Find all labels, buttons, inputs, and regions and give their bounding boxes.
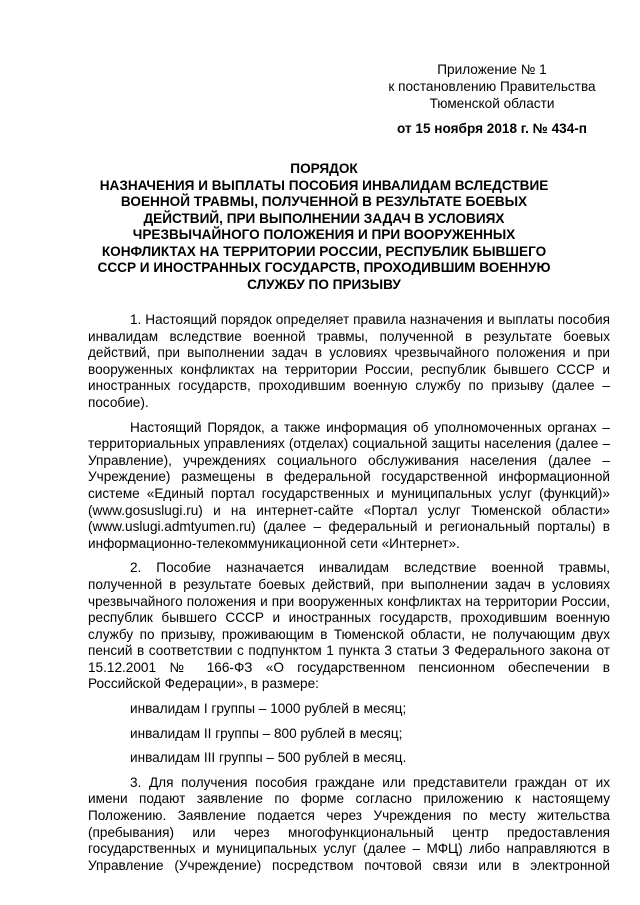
appendix-block — [372, 61, 612, 137]
appendix-region: Тюменской области — [429, 96, 555, 111]
document-body — [88, 312, 610, 874]
appendix-reference: к постановлению Правительства — [388, 79, 596, 94]
paragraph-2: Настоящий Порядок, а также информация об уполномоченных органах – территориальных управлениях (отделах) социальной защиты населения (далее – Управление), учреждениях социального обслуживания населения (далее – Учреждение) размещены в федеральной государственной информационной системе «Единый портал государственных и муниципальных услуг (функций)» (www.gosuslugi.ru) и на интернет-сайте «Портал услуг Тюменской области» (www.uslugi.admtyumen.ru) (далее – федеральный и региональный порталы) в информационно-телекоммуникационной сети «Интернет». — [88, 419, 610, 551]
paragraph-3: 2. Пособие назначается инвалидам вследствие военной травмы, полученной в результате боевых действий, при выполнении задач в условиях чрезвычайного положения и при вооруженных конфликтах на территории России, республик бывшего СССР и иностранных государств, проходившим военную службу по призыву, проживающим в Тюменской области, не получающим двух пенсий в соответствии с подпунктом 1 пункта 3 статьи 3 Федерального закона от 15.12.2001 № 166-ФЗ «О государственном пенсионном обеспечении в Российской Федерации», в размере: — [88, 560, 610, 692]
appendix-date-number: от 15 ноября 2018 г. № 434-п — [396, 121, 587, 136]
document-title — [86, 161, 562, 293]
list-item-group-1: инвалидам I группы – 1000 рублей в месяц; — [130, 701, 407, 717]
paragraph-1: 1. Настоящий порядок определяет правила назначения и выплаты пособия инвалидам вследствие военной травмы, полученной в результате боевых действий, при выполнении задач в условиях чрезвычайного положения и при вооруженных конфликтах на территории России, республик бывшего СССР и иностранных государств, проходившим военную службу по призыву (далее – пособие). — [88, 312, 610, 410]
paragraph-4: 3. Для получения пособия граждане или представители граждан от их имени подают заявление по форме согласно приложению к настоящему Положению. Заявление подается через Учреждения по месту жительства (пребывания) или через многофункциональный центр предоставления государственных и муниципальных услуг (далее – МФЦ) либо направляются в Управление (Учреждение) посредством почтовой связи или в электронной — [88, 774, 610, 873]
appendix-number: Приложение № 1 — [437, 62, 547, 77]
title-subtitle: НАЗНАЧЕНИЯ И ВЫПЛАТЫ ПОСОБИЯ ИНВАЛИДАМ ВСЛЕДСТВИЕ ВОЕННОЙ ТРАВМЫ, ПОЛУЧЕННОЙ В РЕЗУЛЬТАТЕ БОЕВЫХ ДЕЙСТВИЙ, ПРИ ВЫПОЛНЕНИИ ЗАДАЧ В УСЛОВИЯХ ЧРЕЗВЫЧАЙНОГО ПОЛОЖЕНИЯ И ПРИ ВООРУЖЕННЫХ КОНФЛИКТАХ НА ТЕРРИТОРИИ РОССИИ, РЕСПУБЛИК БЫВШЕГО СССР И ИНОСТРАННЫХ ГОСУДАРСТВ, ПРОХОДИВШИМ ВОЕННУЮ СЛУЖБУ ПО ПРИЗЫВУ — [97, 177, 551, 292]
list-item-group-2: инвалидам II группы – 800 рублей в месяц; — [130, 725, 403, 741]
list-item-group-3: инвалидам III группы – 500 рублей в месяц. — [130, 750, 407, 766]
title-main: ПОРЯДОК — [290, 161, 358, 176]
